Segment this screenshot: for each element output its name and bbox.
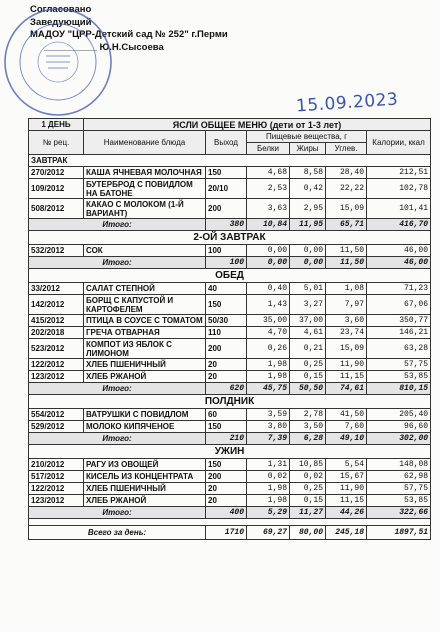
recipe-number: 33/2012 — [29, 283, 84, 295]
carb-value: 11,90 — [326, 483, 367, 495]
total-calories: 302,00 — [367, 433, 431, 445]
dish-name: КОМПОТ ИЗ ЯБЛОК С ЛИМОНОМ — [84, 339, 206, 359]
total-fat: 6,28 — [290, 433, 326, 445]
table-title: ЯСЛИ ОБЩЕЕ МЕНЮ (дети от 1-3 лет) — [84, 119, 431, 131]
carb-value: 23,74 — [326, 327, 367, 339]
day-label: 1 ДЕНЬ — [29, 119, 84, 131]
carb-value: 7,97 — [326, 295, 367, 315]
grand-total-fat: 80,00 — [290, 526, 326, 540]
table-row — [29, 495, 431, 507]
dish-yield: 150 — [206, 167, 247, 179]
total-row — [29, 383, 431, 395]
dish-name: ХЛЕБ ПШЕНИЧНЫЙ — [84, 359, 206, 371]
dish-name: РАГУ ИЗ ОВОЩЕЙ — [84, 459, 206, 471]
dish-yield: 20/10 — [206, 179, 247, 199]
dish-yield: 20 — [206, 495, 247, 507]
grand-total-yield: 1710 — [206, 526, 247, 540]
total-protein: 45,75 — [247, 383, 290, 395]
protein-value: 0,00 — [247, 245, 290, 257]
recipe-number: 517/2012 — [29, 471, 84, 483]
carb-value: 11,50 — [326, 245, 367, 257]
total-fat: 11,95 — [290, 219, 326, 231]
total-label: Итого: — [29, 507, 206, 519]
fat-value: 0,15 — [290, 371, 326, 383]
protein-value: 1,98 — [247, 495, 290, 507]
fat-value: 0,15 — [290, 495, 326, 507]
total-row — [29, 257, 431, 269]
dish-name: КАША ЯЧНЕВАЯ МОЛОЧНАЯ — [84, 167, 206, 179]
recipe-number: 415/2012 — [29, 315, 84, 327]
recipe-number: 122/2012 — [29, 483, 84, 495]
protein-value: 0,40 — [247, 283, 290, 295]
total-row — [29, 219, 431, 231]
carb-value: 28,40 — [326, 167, 367, 179]
table-row — [29, 409, 431, 421]
col-yield: Выход — [206, 131, 247, 155]
fat-value: 0,00 — [290, 245, 326, 257]
carb-value: 15,09 — [326, 199, 367, 219]
col-dish-name: Наименование блюда — [84, 131, 206, 155]
calorie-value: 57,75 — [367, 483, 431, 495]
total-label: Итого: — [29, 257, 206, 269]
spacer-row — [29, 519, 431, 526]
total-yield: 210 — [206, 433, 247, 445]
grand-total-row — [29, 526, 431, 540]
calorie-value: 148,08 — [367, 459, 431, 471]
dish-name: БУТЕРБРОД С ПОВИДЛОМ НА БАТОНЕ — [84, 179, 206, 199]
calorie-value: 53,85 — [367, 495, 431, 507]
fat-value: 2,78 — [290, 409, 326, 421]
table-row — [29, 283, 431, 295]
calorie-value: 63,28 — [367, 339, 431, 359]
dish-yield: 150 — [206, 459, 247, 471]
section-title: УЖИН — [29, 445, 431, 459]
dish-name: ХЛЕБ РЖАНОЙ — [84, 371, 206, 383]
handwritten-date: 15.09.2023 — [295, 89, 399, 117]
recipe-number: 109/2012 — [29, 179, 84, 199]
dish-name: ГРЕЧА ОТВАРНАЯ — [84, 327, 206, 339]
fat-value: 0,02 — [290, 471, 326, 483]
dish-name: ПТИЦА В СОУСЕ С ТОМАТОМ — [84, 315, 206, 327]
col-recipe: № рец. — [29, 131, 84, 155]
calorie-value: 102,78 — [367, 179, 431, 199]
table-row — [29, 471, 431, 483]
total-protein: 0,00 — [247, 257, 290, 269]
carb-value: 7,60 — [326, 421, 367, 433]
total-carbs: 49,10 — [326, 433, 367, 445]
table-row — [29, 179, 431, 199]
protein-value: 1,31 — [247, 459, 290, 471]
dish-name: КАКАО С МОЛОКОМ (1-Й ВАРИАНТ) — [84, 199, 206, 219]
total-carbs: 65,71 — [326, 219, 367, 231]
carb-value: 5,54 — [326, 459, 367, 471]
recipe-number: 529/2012 — [29, 421, 84, 433]
calorie-value: 62,98 — [367, 471, 431, 483]
total-protein: 10,84 — [247, 219, 290, 231]
fat-value: 8,58 — [290, 167, 326, 179]
total-fat: 11,27 — [290, 507, 326, 519]
fat-value: 10,85 — [290, 459, 326, 471]
fat-value: 0,21 — [290, 339, 326, 359]
total-label: Итого: — [29, 433, 206, 445]
recipe-number: 270/2012 — [29, 167, 84, 179]
calorie-value: 57,75 — [367, 359, 431, 371]
total-yield: 380 — [206, 219, 247, 231]
col-protein: Белки — [247, 143, 290, 155]
calorie-value: 101,41 — [367, 199, 431, 219]
total-label: Итого: — [29, 383, 206, 395]
calorie-value: 350,77 — [367, 315, 431, 327]
fat-value: 3,50 — [290, 421, 326, 433]
fat-value: 0,25 — [290, 483, 326, 495]
section-row — [29, 155, 431, 167]
section-row — [29, 445, 431, 459]
protein-value: 4,70 — [247, 327, 290, 339]
total-carbs: 11,50 — [326, 257, 367, 269]
recipe-number: 554/2012 — [29, 409, 84, 421]
total-calories: 322,66 — [367, 507, 431, 519]
total-calories: 46,00 — [367, 257, 431, 269]
protein-value: 3,80 — [247, 421, 290, 433]
carb-value: 41,50 — [326, 409, 367, 421]
official-stamp — [2, 6, 114, 118]
total-protein: 5,29 — [247, 507, 290, 519]
table-row — [29, 359, 431, 371]
fat-value: 4,61 — [290, 327, 326, 339]
dish-name: КИСЕЛЬ ИЗ КОНЦЕНТРАТА — [84, 471, 206, 483]
col-fat: Жиры — [290, 143, 326, 155]
calorie-value: 46,00 — [367, 245, 431, 257]
fat-value: 37,00 — [290, 315, 326, 327]
menu-table — [28, 118, 431, 540]
dish-yield: 200 — [206, 199, 247, 219]
protein-value: 1,43 — [247, 295, 290, 315]
col-carbs: Углев. — [326, 143, 367, 155]
table-row — [29, 421, 431, 433]
recipe-number: 508/2012 — [29, 199, 84, 219]
total-yield: 620 — [206, 383, 247, 395]
dish-name: МОЛОКО КИПЯЧЕНОЕ — [84, 421, 206, 433]
protein-value: 1,98 — [247, 483, 290, 495]
recipe-number: 123/2012 — [29, 371, 84, 383]
dish-yield: 110 — [206, 327, 247, 339]
recipe-number: 523/2012 — [29, 339, 84, 359]
dish-yield: 100 — [206, 245, 247, 257]
total-calories: 416,70 — [367, 219, 431, 231]
calorie-value: 205,40 — [367, 409, 431, 421]
carb-value: 22,22 — [326, 179, 367, 199]
section-row — [29, 395, 431, 409]
table-row — [29, 327, 431, 339]
total-yield: 100 — [206, 257, 247, 269]
protein-value: 3,63 — [247, 199, 290, 219]
dish-yield: 50/30 — [206, 315, 247, 327]
fat-value: 0,25 — [290, 359, 326, 371]
section-title: ЗАВТРАК — [29, 155, 431, 167]
spacer-cell — [29, 519, 431, 526]
table-row — [29, 245, 431, 257]
signature-line: __________ Ю.Н.Сысоева — [44, 41, 164, 53]
dish-name: ХЛЕБ РЖАНОЙ — [84, 495, 206, 507]
calorie-value: 212,51 — [367, 167, 431, 179]
recipe-number: 123/2012 — [29, 495, 84, 507]
organization-name: МАДОУ "ЦРР-Детский сад № 252" г.Перми — [30, 29, 228, 40]
section-title: ОБЕД — [29, 269, 431, 283]
grand-total-calories: 1897,51 — [367, 526, 431, 540]
total-carbs: 44,26 — [326, 507, 367, 519]
total-row — [29, 433, 431, 445]
recipe-number: 532/2012 — [29, 245, 84, 257]
protein-value: 35,00 — [247, 315, 290, 327]
calorie-value: 146,21 — [367, 327, 431, 339]
protein-value: 4,68 — [247, 167, 290, 179]
total-fat: 50,50 — [290, 383, 326, 395]
total-protein: 7,39 — [247, 433, 290, 445]
table-row — [29, 315, 431, 327]
total-carbs: 74,61 — [326, 383, 367, 395]
table-row — [29, 167, 431, 179]
dish-yield: 150 — [206, 295, 247, 315]
dish-name: БОРЩ С КАПУСТОЙ И КАРТОФЕЛЕМ — [84, 295, 206, 315]
dish-name: СОК — [84, 245, 206, 257]
dish-yield: 40 — [206, 283, 247, 295]
dish-name: ВАТРУШКИ С ПОВИДЛОМ — [84, 409, 206, 421]
fat-value: 3,27 — [290, 295, 326, 315]
grand-total-label: Всего за день: — [29, 526, 206, 540]
table-row — [29, 339, 431, 359]
total-row — [29, 507, 431, 519]
protein-value: 1,98 — [247, 359, 290, 371]
protein-value: 3,59 — [247, 409, 290, 421]
table-row — [29, 199, 431, 219]
recipe-number: 122/2012 — [29, 359, 84, 371]
total-yield: 400 — [206, 507, 247, 519]
section-title: 2-ОЙ ЗАВТРАК — [29, 231, 431, 245]
col-calories: Калории, ккал — [367, 131, 431, 155]
recipe-number: 142/2012 — [29, 295, 84, 315]
recipe-number: 210/2012 — [29, 459, 84, 471]
section-row — [29, 231, 431, 245]
section-title: ПОЛДНИК — [29, 395, 431, 409]
carb-value: 11,90 — [326, 359, 367, 371]
total-fat: 0,00 — [290, 257, 326, 269]
dish-yield: 200 — [206, 471, 247, 483]
dish-name: САЛАТ СТЕПНОЙ — [84, 283, 206, 295]
calorie-value: 53,85 — [367, 371, 431, 383]
head-label: Заведующий — [30, 16, 92, 28]
dish-name: ХЛЕБ ПШЕНИЧНЫЙ — [84, 483, 206, 495]
protein-value: 0,02 — [247, 471, 290, 483]
recipe-number: 202/2018 — [29, 327, 84, 339]
carb-value: 15,09 — [326, 339, 367, 359]
fat-value: 2,95 — [290, 199, 326, 219]
fat-value: 0,42 — [290, 179, 326, 199]
dish-yield: 150 — [206, 421, 247, 433]
carb-value: 11,15 — [326, 495, 367, 507]
table-row — [29, 371, 431, 383]
calorie-value: 67,06 — [367, 295, 431, 315]
carb-value: 3,60 — [326, 315, 367, 327]
carb-value: 15,67 — [326, 471, 367, 483]
grand-total-protein: 69,27 — [247, 526, 290, 540]
grand-total-carbs: 245,18 — [326, 526, 367, 540]
table-row — [29, 483, 431, 495]
dish-yield: 20 — [206, 371, 247, 383]
total-calories: 810,15 — [367, 383, 431, 395]
col-nutrients: Пищевые вещества, г — [247, 131, 367, 143]
protein-value: 1,98 — [247, 371, 290, 383]
dish-yield: 200 — [206, 339, 247, 359]
carb-value: 11,15 — [326, 371, 367, 383]
table-row — [29, 295, 431, 315]
section-row — [29, 269, 431, 283]
approved-label: Согласовано — [30, 4, 92, 15]
table-row — [29, 459, 431, 471]
dish-yield: 20 — [206, 359, 247, 371]
fat-value: 5,01 — [290, 283, 326, 295]
protein-value: 0,26 — [247, 339, 290, 359]
calorie-value: 71,23 — [367, 283, 431, 295]
dish-yield: 20 — [206, 483, 247, 495]
total-label: Итого: — [29, 219, 206, 231]
carb-value: 1,08 — [326, 283, 367, 295]
protein-value: 2,53 — [247, 179, 290, 199]
calorie-value: 96,60 — [367, 421, 431, 433]
dish-yield: 60 — [206, 409, 247, 421]
